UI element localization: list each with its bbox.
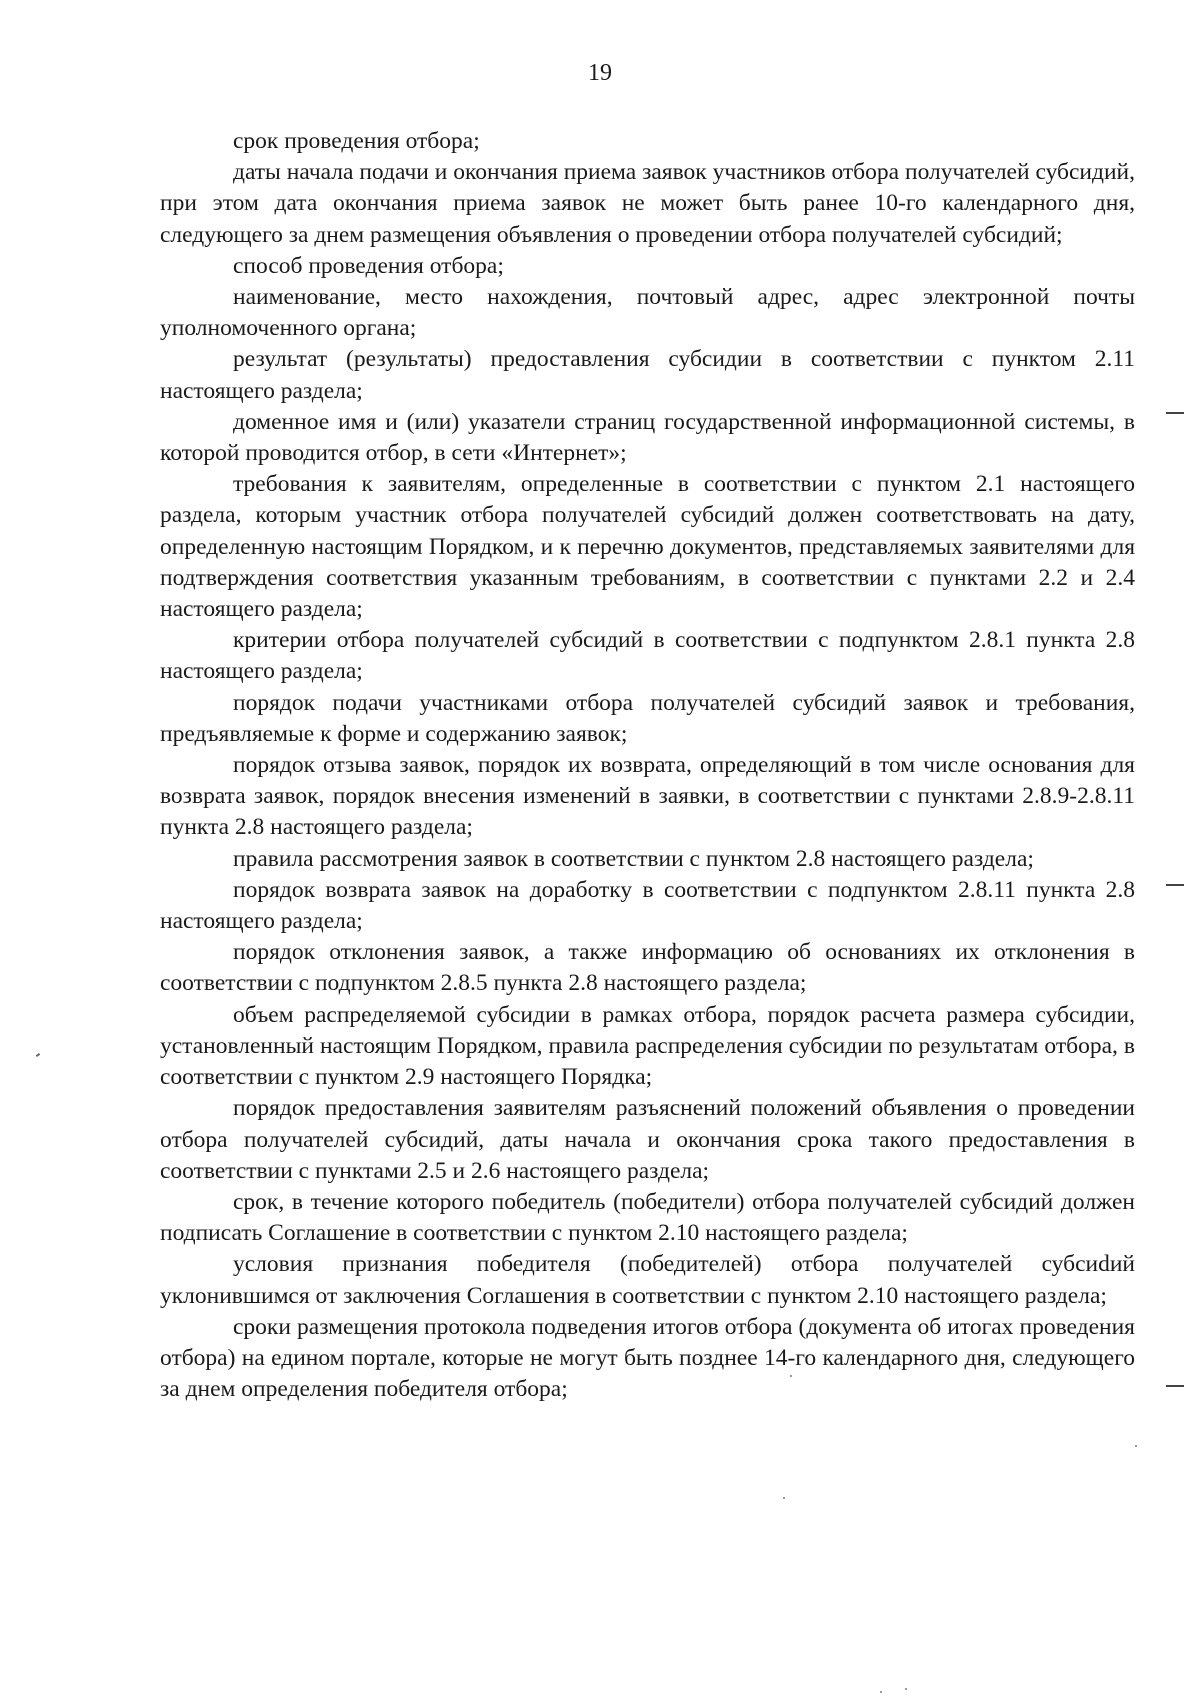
paragraph-applicant-requirements: требования к заявителям, определенные в соответствии с пунктом 2.1 настоящего раздела, которым участник отбора получателей субсидий должен соответствовать на дату, определенную настоящим Порядком, и к перечню документов, представляемых заявителями для подтверждения соответствия указанным требованиям, в соответствии с пунктами 2.2 и 2.4 настоящего раздела; bbox=[160, 471, 1135, 623]
paragraph-rejection-procedure: порядок отклонения заявок, а также информацию об основаниях их отклонения в соответствии с подпунктом 2.8.5 пункта 2.8 настоящего раздела; bbox=[160, 939, 1135, 997]
paragraph-return-for-revision: порядок возврата заявок на доработку в соответствии с подпунктом 2.8.11 пункта 2.8 настоящего раздела; bbox=[160, 876, 1135, 935]
paragraph-agreement-signing-term: срок, в течение которого победитель (победители) отбора получателей субсидий должен подписать Соглашение в соответствии с пунктом 2.10 настоящего раздела; bbox=[160, 1188, 1135, 1247]
scan-speck bbox=[1135, 1445, 1137, 1447]
paragraph-clarifications: порядок предоставления заявителям разъяснений положений объявления о проведении отбора получателей субсидий, даты начала и окончания срока такого предоставления в соответствии с пунктами 2.5 и 2.6 настоящего раздела; bbox=[160, 1095, 1135, 1184]
paragraph-subsidy-volume: объем распределяемой субсидии в рамках отбора, порядок расчета размера субсидии, установленный настоящим Порядком, правила распределения субсидии по результатам отбора, в соответствии с пунктом 2.9 настоящего Порядка; bbox=[160, 1001, 1135, 1091]
paragraph-selection-method: способ проведения отбора; bbox=[233, 252, 504, 279]
paragraph-protocol-publication: сроки размещения протокола подведения итогов отбора (документа об итогах проведения отбора) на едином портале, которые не могут быть позднее 14-го календарного дня, следующего за днем определения победителя отбора; bbox=[160, 1313, 1135, 1403]
margin-mark bbox=[1166, 884, 1184, 886]
paragraph-evasion-conditions: условия признания победителя (победителей) отбора получателей субсиdий уклонившимся от заключения Соглашения в соответствии с пунктом 2.10 настоящего раздела; bbox=[160, 1251, 1135, 1309]
paragraph-selection-period: срок проведения отбора; bbox=[233, 128, 480, 154]
document-body bbox=[160, 126, 1135, 1405]
paragraph-review-rules: правила рассмотрения заявок в соответствии с пунктом 2.8 настоящего раздела; bbox=[233, 845, 1034, 872]
scan-speck bbox=[905, 1688, 907, 1690]
paragraph-domain-name: доменное имя и (или) указатели страниц государственной информационной системы, в которой проводится отбор, в сети «Интернет»; bbox=[160, 408, 1135, 467]
scan-speck bbox=[790, 1375, 792, 1377]
margin-mark bbox=[1166, 1385, 1184, 1387]
paragraph-authorized-body-address: наименование, место нахождения, почтовый адрес, адрес электронной почты уполномоченного органа; bbox=[160, 284, 1135, 342]
paragraph-submission-procedure: порядок подачи участниками отбора получателей субсидий заявок и требования, предъявляемые к форме и содержанию заявок; bbox=[160, 689, 1135, 747]
paragraph-withdrawal-procedure: порядок отзыва заявок, порядок их возврата, определяющий в том числе основания для возврата заявок, порядок внесения изменений в заявки, в соответствии с пунктами 2.8.9-2.8.11 пункта 2.8 настоящего раздела; bbox=[160, 752, 1135, 841]
paragraph-selection-criteria: критерии отбора получателей субсидий в соответствии с подпунктом 2.8.1 пункта 2.8 настоящего раздела; bbox=[160, 627, 1135, 685]
paragraph-application-dates: даты начала подачи и окончания приема заявок участников отбора получателей субсидий, при этом дата окончания приема заявок не может быть ранее 10-го календарного дня, следующего за днем размещения объявления о проведении отбора получателей субсидий; bbox=[160, 159, 1135, 248]
margin-mark bbox=[1166, 412, 1184, 414]
paragraph-subsidy-result: результат (результаты) предоставления субсидии в соответствии с пунктом 2.11 настоящего раздела; bbox=[160, 346, 1135, 404]
page-number: 19 bbox=[588, 60, 612, 86]
scan-speck bbox=[880, 1691, 882, 1693]
scan-speck bbox=[783, 1497, 785, 1499]
scan-speck bbox=[36, 1053, 40, 1057]
